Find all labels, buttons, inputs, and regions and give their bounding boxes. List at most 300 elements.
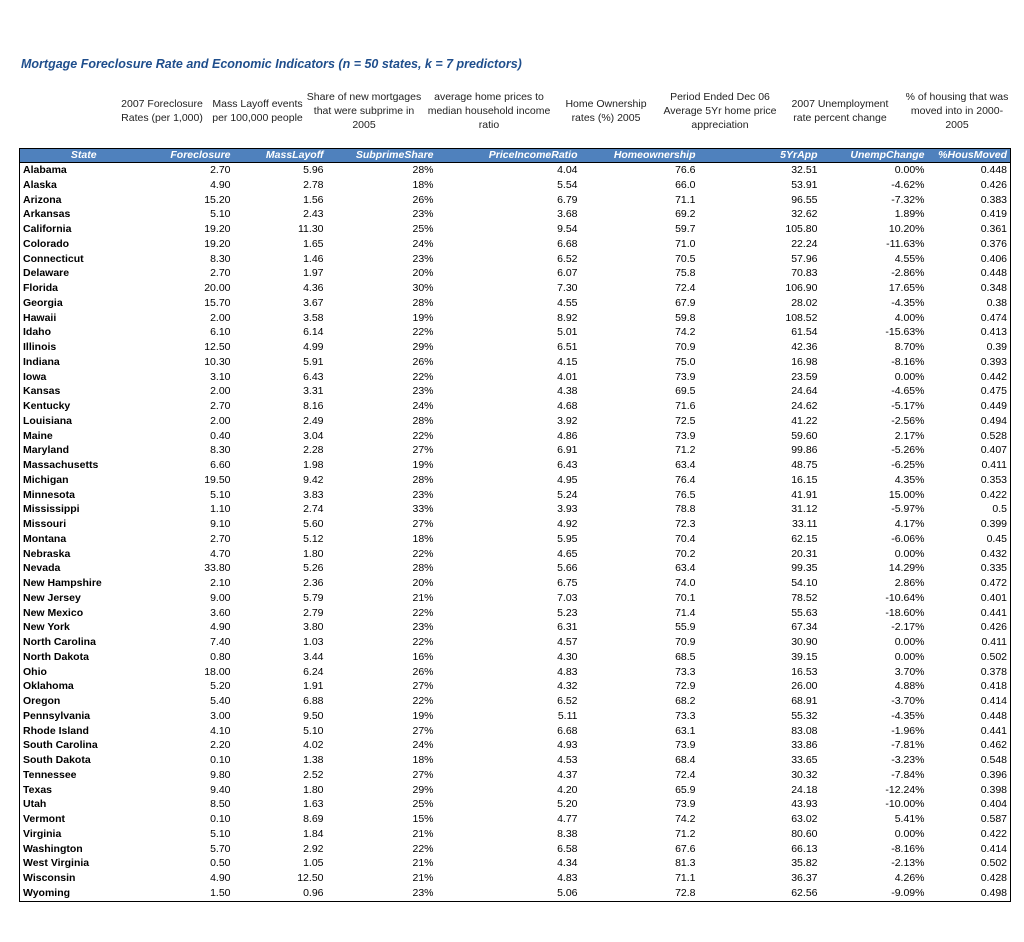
state-name-cell: Mississippi xyxy=(23,503,80,516)
cell-unempchange: 10.20% xyxy=(888,223,925,235)
cell-homeownership: 81.3 xyxy=(675,857,696,870)
cell-5yrapp: 105.80 xyxy=(785,223,818,235)
cell-homeownership: 63.4 xyxy=(675,459,696,471)
table-row xyxy=(20,812,1011,827)
state-name-cell: Nevada xyxy=(23,562,61,575)
table-body xyxy=(20,163,1011,902)
cell-foreclosure: 2.70 xyxy=(210,164,231,176)
cell-masslayoff: 12.50 xyxy=(297,872,324,884)
cell-homeownership: 65.9 xyxy=(675,783,696,796)
cell-housmoved: 0.398 xyxy=(980,783,1007,796)
cell-subprimeshare: 27% xyxy=(412,768,434,781)
cell-homeownership: 72.8 xyxy=(675,886,696,899)
state-name-cell: Idaho xyxy=(23,326,51,339)
table-row xyxy=(20,355,1011,370)
cell-unempchange: 0.00% xyxy=(894,636,925,648)
cell-priceincomeratio: 5.95 xyxy=(557,532,578,545)
cell-homeownership: 69.5 xyxy=(675,385,696,398)
cell-unempchange: -18.60% xyxy=(885,606,925,619)
cell-priceincomeratio: 4.57 xyxy=(557,636,578,648)
cell-unempchange: 2.17% xyxy=(894,429,925,442)
cell-foreclosure: 2.10 xyxy=(210,577,231,589)
cell-masslayoff: 5.12 xyxy=(303,532,324,545)
state-name-cell: Tennessee xyxy=(23,768,77,781)
cell-masslayoff: 3.58 xyxy=(303,311,324,324)
cell-unempchange: 4.17% xyxy=(894,518,925,530)
cell-foreclosure: 2.70 xyxy=(210,400,231,412)
cell-homeownership: 73.3 xyxy=(675,709,696,722)
cell-priceincomeratio: 9.54 xyxy=(557,223,578,235)
cell-unempchange: -8.16% xyxy=(891,355,925,368)
cell-foreclosure: 8.30 xyxy=(210,252,231,265)
table-row xyxy=(20,591,1011,606)
cell-5yrapp: 32.51 xyxy=(791,164,818,176)
cell-masslayoff: 2.49 xyxy=(303,414,324,427)
state-name-cell: Michigan xyxy=(23,473,69,486)
cell-subprimeshare: 20% xyxy=(412,577,434,589)
state-name-cell: Hawaii xyxy=(23,311,57,324)
cell-unempchange: 0.00% xyxy=(894,547,925,560)
cell-subprimeshare: 21% xyxy=(412,827,434,840)
cell-homeownership: 76.4 xyxy=(675,473,696,486)
cell-subprimeshare: 26% xyxy=(412,665,434,678)
cell-subprimeshare: 15% xyxy=(412,813,434,825)
cell-unempchange: -6.06% xyxy=(891,532,925,545)
table-row xyxy=(20,399,1011,414)
cell-foreclosure: 20.00 xyxy=(204,282,231,294)
cell-unempchange: -2.56% xyxy=(891,414,925,427)
cell-priceincomeratio: 4.68 xyxy=(557,400,578,412)
table-row xyxy=(20,222,1011,237)
table-row xyxy=(20,665,1011,680)
state-name-cell: Connecticut xyxy=(23,252,84,265)
cell-housmoved: 0.383 xyxy=(980,193,1007,206)
cell-homeownership: 63.4 xyxy=(675,562,696,575)
cell-homeownership: 75.8 xyxy=(675,267,696,280)
cell-unempchange: 1.89% xyxy=(894,208,925,221)
state-name-cell: Pennsylvania xyxy=(23,709,91,722)
cell-homeownership: 72.4 xyxy=(675,282,696,294)
cell-5yrapp: 63.02 xyxy=(791,813,818,825)
state-name-cell: Georgia xyxy=(23,296,63,309)
cell-subprimeshare: 24% xyxy=(412,739,434,752)
cell-masslayoff: 1.63 xyxy=(303,798,324,811)
cell-subprimeshare: 23% xyxy=(412,488,434,501)
cell-masslayoff: 1.80 xyxy=(303,547,324,560)
cell-priceincomeratio: 4.93 xyxy=(557,739,578,752)
cell-subprimeshare: 28% xyxy=(412,562,434,575)
cell-subprimeshare: 28% xyxy=(412,164,434,176)
cell-priceincomeratio: 4.38 xyxy=(557,385,578,398)
cell-housmoved: 0.462 xyxy=(980,739,1007,752)
cell-subprimeshare: 26% xyxy=(412,193,434,206)
cell-masslayoff: 2.79 xyxy=(303,606,324,619)
cell-unempchange: 4.55% xyxy=(894,252,925,265)
state-name-cell: Colorado xyxy=(23,237,70,250)
cell-housmoved: 0.399 xyxy=(980,518,1007,530)
state-name-cell: North Dakota xyxy=(23,650,89,663)
cell-masslayoff: 3.44 xyxy=(303,650,324,663)
cell-housmoved: 0.428 xyxy=(980,872,1007,884)
cell-homeownership: 71.2 xyxy=(675,827,696,840)
cell-housmoved: 0.353 xyxy=(980,473,1007,486)
cell-foreclosure: 5.10 xyxy=(210,488,231,501)
state-name-cell: New Jersey xyxy=(23,591,81,604)
cell-subprimeshare: 18% xyxy=(412,532,434,545)
table-row xyxy=(20,871,1011,886)
cell-5yrapp: 39.15 xyxy=(791,650,818,663)
description-housmoved: % of housing that was moved into in 2000-2005 xyxy=(905,91,1009,131)
cell-homeownership: 70.9 xyxy=(675,636,696,648)
cell-housmoved: 0.406 xyxy=(980,252,1007,265)
cell-subprimeshare: 22% xyxy=(412,326,434,339)
cell-unempchange: -5.26% xyxy=(891,444,925,457)
state-name-cell: Minnesota xyxy=(23,488,75,501)
cell-homeownership: 71.0 xyxy=(675,237,696,250)
cell-homeownership: 78.8 xyxy=(675,503,696,516)
cell-subprimeshare: 22% xyxy=(412,842,434,855)
cell-priceincomeratio: 4.15 xyxy=(557,355,578,368)
cell-foreclosure: 15.20 xyxy=(204,193,231,206)
cell-homeownership: 67.9 xyxy=(675,296,696,309)
description-unempchange: 2007 Unemployment rate percent change xyxy=(791,98,889,124)
cell-housmoved: 0.414 xyxy=(980,695,1007,707)
cell-homeownership: 71.2 xyxy=(675,444,696,457)
cell-priceincomeratio: 5.01 xyxy=(557,326,578,339)
state-name-cell: Washington xyxy=(23,842,83,855)
column-header-housmoved: %HousMoved xyxy=(928,149,1011,163)
cell-homeownership: 73.3 xyxy=(675,665,696,678)
cell-priceincomeratio: 4.30 xyxy=(557,650,578,663)
table-row xyxy=(20,193,1011,208)
cell-unempchange: 0.00% xyxy=(894,370,925,383)
cell-homeownership: 70.5 xyxy=(675,252,696,265)
cell-5yrapp: 54.10 xyxy=(791,577,818,589)
cell-masslayoff: 1.80 xyxy=(303,783,324,796)
state-name-cell: Missouri xyxy=(23,518,67,530)
cell-priceincomeratio: 6.91 xyxy=(557,444,578,457)
state-name-cell: Oregon xyxy=(23,695,61,707)
cell-subprimeshare: 19% xyxy=(412,459,434,471)
cell-masslayoff: 1.05 xyxy=(303,857,324,870)
cell-unempchange: -2.17% xyxy=(891,621,925,634)
cell-priceincomeratio: 4.83 xyxy=(557,872,578,884)
table-row xyxy=(20,724,1011,739)
cell-housmoved: 0.441 xyxy=(980,606,1007,619)
cell-masslayoff: 4.99 xyxy=(303,341,324,353)
cell-subprimeshare: 22% xyxy=(412,370,434,383)
cell-unempchange: 4.26% xyxy=(894,872,925,884)
cell-homeownership: 73.9 xyxy=(675,798,696,811)
cell-masslayoff: 8.16 xyxy=(303,400,324,412)
cell-homeownership: 72.3 xyxy=(675,518,696,530)
state-name-cell: Alabama xyxy=(23,164,67,176)
page-title: Mortgage Foreclosure Rate and Economic Indicators (n = 50 states, k = 7 predictors) xyxy=(21,57,522,71)
column-header-homeownership: Homeownership xyxy=(581,149,699,163)
cell-housmoved: 0.411 xyxy=(981,636,1007,648)
cell-masslayoff: 3.04 xyxy=(303,429,324,442)
cell-unempchange: -3.23% xyxy=(891,754,925,766)
cell-foreclosure: 0.10 xyxy=(210,813,231,825)
cell-5yrapp: 33.65 xyxy=(791,754,818,766)
cell-homeownership: 68.2 xyxy=(675,695,696,707)
state-name-cell: Ohio xyxy=(23,665,47,678)
cell-masslayoff: 5.91 xyxy=(303,355,324,368)
cell-housmoved: 0.448 xyxy=(980,164,1007,176)
cell-unempchange: -4.62% xyxy=(891,178,925,191)
cell-masslayoff: 3.67 xyxy=(303,296,324,309)
table-row xyxy=(20,768,1011,783)
cell-housmoved: 0.419 xyxy=(980,208,1007,221)
cell-masslayoff: 1.84 xyxy=(303,827,324,840)
cell-foreclosure: 4.90 xyxy=(210,872,231,884)
cell-subprimeshare: 23% xyxy=(412,208,434,221)
table-row xyxy=(20,886,1011,901)
cell-unempchange: -1.96% xyxy=(891,724,925,737)
cell-unempchange: -10.64% xyxy=(885,591,925,604)
cell-subprimeshare: 19% xyxy=(412,311,434,324)
column-header-masslayoff: MassLayoff xyxy=(234,149,327,163)
cell-masslayoff: 2.78 xyxy=(303,178,324,191)
cell-5yrapp: 80.60 xyxy=(791,827,818,840)
state-name-cell: West Virginia xyxy=(23,857,90,870)
cell-housmoved: 0.422 xyxy=(980,488,1007,501)
table-row xyxy=(20,429,1011,444)
cell-5yrapp: 61.54 xyxy=(791,326,818,339)
cell-masslayoff: 8.69 xyxy=(303,813,324,825)
table-row xyxy=(20,207,1011,222)
cell-homeownership: 74.2 xyxy=(675,813,696,825)
cell-housmoved: 0.548 xyxy=(980,754,1007,766)
table-row xyxy=(20,340,1011,355)
cell-5yrapp: 33.11 xyxy=(792,518,818,530)
table-row xyxy=(20,856,1011,871)
cell-foreclosure: 1.50 xyxy=(210,886,231,899)
cell-priceincomeratio: 6.52 xyxy=(557,252,578,265)
cell-homeownership: 76.6 xyxy=(675,164,696,176)
cell-5yrapp: 68.91 xyxy=(791,695,818,707)
cell-priceincomeratio: 6.68 xyxy=(557,237,578,250)
cell-5yrapp: 67.34 xyxy=(791,621,818,634)
cell-housmoved: 0.426 xyxy=(980,621,1007,634)
cell-foreclosure: 4.90 xyxy=(210,621,231,634)
cell-foreclosure: 2.00 xyxy=(210,311,231,324)
cell-priceincomeratio: 4.86 xyxy=(557,429,578,442)
cell-subprimeshare: 22% xyxy=(412,606,434,619)
cell-housmoved: 0.448 xyxy=(980,709,1007,722)
cell-masslayoff: 2.52 xyxy=(303,768,324,781)
description-priceincomeratio: average home prices to median household income ratio xyxy=(427,91,551,131)
cell-housmoved: 0.396 xyxy=(980,768,1007,781)
state-name-cell: Arkansas xyxy=(23,208,71,221)
state-name-cell: California xyxy=(23,223,72,235)
cell-homeownership: 73.9 xyxy=(675,370,696,383)
cell-housmoved: 0.475 xyxy=(980,385,1007,398)
state-name-cell: New Hampshire xyxy=(23,577,102,589)
cell-foreclosure: 9.40 xyxy=(210,783,231,796)
cell-masslayoff: 1.65 xyxy=(303,237,324,250)
cell-5yrapp: 53.91 xyxy=(791,178,818,191)
cell-5yrapp: 22.24 xyxy=(791,237,818,250)
cell-priceincomeratio: 4.77 xyxy=(557,813,578,825)
cell-5yrapp: 41.22 xyxy=(791,414,818,427)
cell-unempchange: -11.63% xyxy=(886,237,925,250)
cell-priceincomeratio: 3.93 xyxy=(557,503,578,516)
cell-housmoved: 0.474 xyxy=(980,311,1007,324)
table-row xyxy=(20,620,1011,635)
state-name-cell: Maryland xyxy=(23,444,70,457)
cell-housmoved: 0.335 xyxy=(980,562,1007,575)
cell-masslayoff: 2.92 xyxy=(303,842,324,855)
cell-homeownership: 72.9 xyxy=(675,680,696,693)
state-name-cell: South Carolina xyxy=(23,739,98,752)
cell-5yrapp: 106.90 xyxy=(785,282,818,294)
cell-priceincomeratio: 5.24 xyxy=(557,488,578,501)
cell-unempchange: 4.35% xyxy=(894,473,925,486)
cell-unempchange: 15.00% xyxy=(888,488,925,501)
table-row xyxy=(20,502,1011,517)
cell-priceincomeratio: 6.52 xyxy=(557,695,578,707)
cell-masslayoff: 9.42 xyxy=(303,473,324,486)
cell-5yrapp: 66.13 xyxy=(791,842,818,855)
cell-unempchange: 2.86% xyxy=(894,577,925,589)
table-row xyxy=(20,842,1011,857)
cell-foreclosure: 8.30 xyxy=(210,444,231,457)
cell-housmoved: 0.413 xyxy=(980,326,1007,339)
table-row xyxy=(20,827,1011,842)
cell-housmoved: 0.494 xyxy=(980,414,1007,427)
cell-masslayoff: 6.43 xyxy=(303,370,324,383)
cell-foreclosure: 2.70 xyxy=(210,532,231,545)
cell-5yrapp: 41.91 xyxy=(791,488,818,501)
cell-housmoved: 0.414 xyxy=(980,842,1007,855)
table-row xyxy=(20,753,1011,768)
cell-housmoved: 0.449 xyxy=(980,400,1007,412)
cell-homeownership: 63.1 xyxy=(675,724,696,737)
cell-subprimeshare: 22% xyxy=(412,547,434,560)
column-header-5yrapp: 5YrApp xyxy=(699,149,821,163)
cell-masslayoff: 6.88 xyxy=(303,695,324,707)
state-name-cell: Illinois xyxy=(23,341,57,353)
state-name-cell: Texas xyxy=(23,783,52,796)
cell-subprimeshare: 21% xyxy=(412,591,434,604)
cell-foreclosure: 9.10 xyxy=(210,518,231,530)
cell-foreclosure: 5.40 xyxy=(210,695,231,707)
cell-homeownership: 68.5 xyxy=(675,650,696,663)
cell-masslayoff: 3.31 xyxy=(303,385,324,398)
cell-subprimeshare: 21% xyxy=(412,857,434,870)
cell-foreclosure: 8.50 xyxy=(210,798,231,811)
cell-unempchange: 0.00% xyxy=(894,827,925,840)
cell-5yrapp: 62.15 xyxy=(791,532,818,545)
description-foreclosure: 2007 Foreclosure Rates (per 1,000) xyxy=(121,98,203,124)
table-row xyxy=(20,370,1011,385)
cell-subprimeshare: 27% xyxy=(412,518,434,530)
cell-priceincomeratio: 4.34 xyxy=(557,857,578,870)
state-name-cell: Kansas xyxy=(23,385,61,398)
state-name-cell: North Carolina xyxy=(23,636,96,648)
cell-unempchange: 4.00% xyxy=(894,311,925,324)
cell-homeownership: 74.2 xyxy=(675,326,696,339)
cell-foreclosure: 0.40 xyxy=(210,429,231,442)
cell-priceincomeratio: 5.06 xyxy=(557,886,578,899)
cell-foreclosure: 5.20 xyxy=(210,680,231,693)
state-name-cell: Wisconsin xyxy=(23,872,76,884)
cell-masslayoff: 2.36 xyxy=(303,577,324,589)
cell-5yrapp: 55.63 xyxy=(791,606,818,619)
cell-homeownership: 71.6 xyxy=(675,400,696,412)
table-row xyxy=(20,281,1011,296)
table-row xyxy=(20,561,1011,576)
cell-5yrapp: 16.15 xyxy=(791,473,818,486)
cell-masslayoff: 6.14 xyxy=(303,326,324,339)
table-row xyxy=(20,458,1011,473)
cell-priceincomeratio: 6.75 xyxy=(557,577,578,589)
cell-subprimeshare: 29% xyxy=(412,783,434,796)
cell-unempchange: 4.88% xyxy=(894,680,925,693)
cell-foreclosure: 2.00 xyxy=(210,414,231,427)
cell-homeownership: 74.0 xyxy=(675,577,696,589)
cell-priceincomeratio: 3.92 xyxy=(557,414,578,427)
cell-unempchange: -4.65% xyxy=(891,385,925,398)
cell-homeownership: 71.1 xyxy=(675,193,696,206)
cell-foreclosure: 9.00 xyxy=(210,591,231,604)
table-row xyxy=(20,163,1011,178)
cell-unempchange: -7.84% xyxy=(891,768,925,781)
cell-foreclosure: 12.50 xyxy=(204,341,231,353)
table-row xyxy=(20,384,1011,399)
cell-masslayoff: 5.79 xyxy=(303,591,324,604)
state-name-cell: Virginia xyxy=(23,827,62,840)
cell-5yrapp: 26.00 xyxy=(791,680,818,693)
cell-masslayoff: 1.91 xyxy=(303,680,324,693)
cell-5yrapp: 99.35 xyxy=(791,562,818,575)
cell-5yrapp: 108.52 xyxy=(785,311,818,324)
cell-priceincomeratio: 3.68 xyxy=(557,208,578,221)
state-name-cell: Nebraska xyxy=(23,547,71,560)
column-header-subprimeshare: SubprimeShare xyxy=(327,149,437,163)
description-subprimeshare: Share of new mortgages that were subprime in 2005 xyxy=(306,91,422,131)
cell-unempchange: -4.35% xyxy=(891,296,925,309)
cell-housmoved: 0.5 xyxy=(992,503,1007,516)
cell-priceincomeratio: 4.37 xyxy=(557,768,578,781)
state-name-cell: Maine xyxy=(23,429,53,442)
cell-homeownership: 70.4 xyxy=(675,532,696,545)
cell-5yrapp: 24.62 xyxy=(791,400,818,412)
cell-priceincomeratio: 5.11 xyxy=(557,709,578,722)
table-row xyxy=(20,650,1011,665)
state-name-cell: Delaware xyxy=(23,267,70,280)
cell-masslayoff: 4.02 xyxy=(303,739,324,752)
state-name-cell: Iowa xyxy=(23,370,47,383)
cell-5yrapp: 30.90 xyxy=(791,636,818,648)
cell-priceincomeratio: 4.20 xyxy=(557,783,578,796)
cell-masslayoff: 3.83 xyxy=(303,488,324,501)
cell-housmoved: 0.432 xyxy=(980,547,1007,560)
cell-housmoved: 0.348 xyxy=(980,282,1007,294)
cell-priceincomeratio: 6.07 xyxy=(557,267,578,280)
cell-subprimeshare: 23% xyxy=(412,886,434,899)
state-name-cell: Massachusetts xyxy=(23,459,99,471)
cell-5yrapp: 23.59 xyxy=(791,370,818,383)
cell-foreclosure: 0.50 xyxy=(210,857,231,870)
cell-masslayoff: 6.24 xyxy=(303,665,324,678)
cell-5yrapp: 24.64 xyxy=(791,385,818,398)
cell-priceincomeratio: 4.65 xyxy=(557,547,578,560)
cell-masslayoff: 0.96 xyxy=(303,886,324,899)
cell-foreclosure: 7.40 xyxy=(210,636,231,648)
cell-housmoved: 0.39 xyxy=(986,341,1007,353)
